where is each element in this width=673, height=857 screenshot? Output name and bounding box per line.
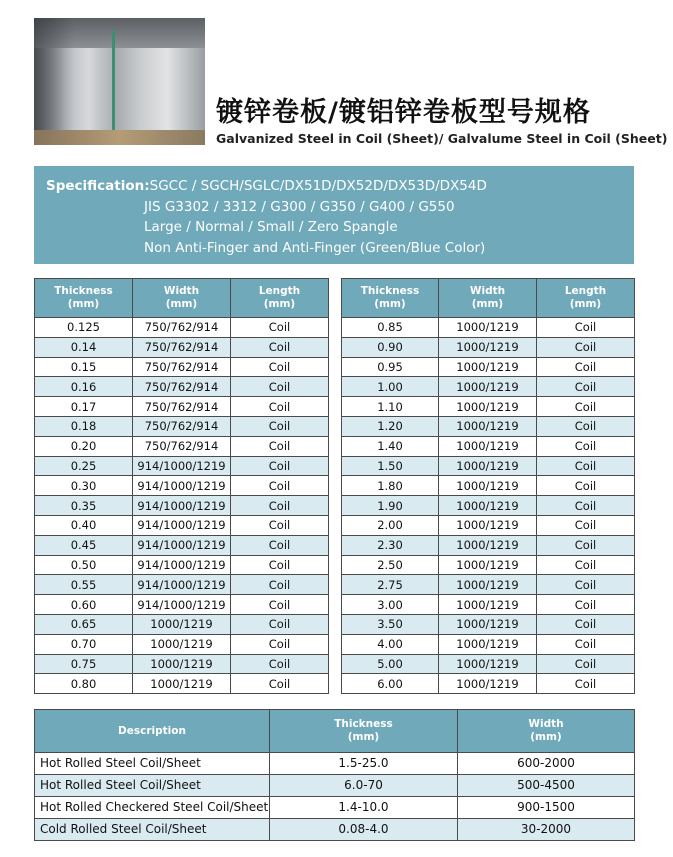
table-cell: 0.20 — [35, 436, 133, 456]
table-row — [35, 436, 329, 456]
table-cell: 1000/1219 — [439, 555, 537, 575]
table-cell: 1000/1219 — [439, 674, 537, 694]
table-cell: Hot Rolled Checkered Steel Coil/Sheet — [35, 797, 270, 819]
table-cell: Hot Rolled Steel Coil/Sheet — [35, 775, 270, 797]
table-cell: Coil — [537, 357, 635, 377]
table-cell: Coil — [231, 654, 329, 674]
table-row — [342, 496, 635, 516]
table-row — [342, 456, 635, 476]
table-header-row — [35, 279, 329, 318]
table-cell: 1000/1219 — [439, 476, 537, 496]
table-row — [35, 496, 329, 516]
column-header-width: Width (mm) — [439, 279, 537, 318]
table-cell: 900-1500 — [458, 797, 635, 819]
size-table-left — [34, 278, 329, 694]
table-cell: 0.35 — [35, 496, 133, 516]
table-cell: 0.25 — [35, 456, 133, 476]
table-cell: 750/762/914 — [133, 377, 231, 397]
table-cell: Coil — [537, 416, 635, 436]
spec-row-2 — [46, 197, 634, 218]
table-row — [35, 456, 329, 476]
table-cell: 0.40 — [35, 515, 133, 535]
table-cell: Coil — [537, 436, 635, 456]
table-cell: 0.30 — [35, 476, 133, 496]
table-cell: Coil — [231, 456, 329, 476]
table-cell: 2.30 — [342, 535, 439, 555]
table-cell: Coil — [537, 496, 635, 516]
table-cell: 1000/1219 — [439, 654, 537, 674]
column-header-width: Width (mm) — [133, 279, 231, 318]
table-row — [35, 575, 329, 595]
table-cell: 0.85 — [342, 318, 439, 338]
table-cell: 0.90 — [342, 337, 439, 357]
table-cell: Cold Rolled Steel Coil/Sheet — [35, 819, 270, 841]
table-cell: 1000/1219 — [439, 614, 537, 634]
table-row — [342, 654, 635, 674]
table-cell: 750/762/914 — [133, 337, 231, 357]
table-cell: 750/762/914 — [133, 318, 231, 338]
table-cell: 1000/1219 — [439, 634, 537, 654]
table-cell: 600-2000 — [458, 753, 635, 775]
table-cell: 0.17 — [35, 397, 133, 417]
table-cell: 750/762/914 — [133, 416, 231, 436]
table-row — [342, 575, 635, 595]
spec-label: Specification: — [46, 178, 150, 194]
table-cell: Coil — [231, 614, 329, 634]
table-row — [35, 614, 329, 634]
spec-row-4 — [46, 238, 634, 259]
table-row — [35, 535, 329, 555]
table-cell: 0.95 — [342, 357, 439, 377]
table-cell: Coil — [537, 337, 635, 357]
table-cell: Coil — [231, 535, 329, 555]
table-row — [342, 318, 635, 338]
table-cell: Coil — [537, 595, 635, 615]
table-header-row — [35, 710, 635, 753]
coil-strap-band — [112, 30, 115, 142]
table-cell: 1.4-10.0 — [270, 797, 458, 819]
table-row — [35, 397, 329, 417]
table-cell: Coil — [231, 634, 329, 654]
table-cell: 914/1000/1219 — [133, 535, 231, 555]
table-row — [35, 797, 635, 819]
coil-floor — [34, 130, 205, 145]
table-cell: Coil — [231, 595, 329, 615]
table-cell: 3.00 — [342, 595, 439, 615]
spec-line: Non Anti-Finger and Anti-Finger (Green/Blue Color) — [144, 239, 486, 256]
table-cell: 1000/1219 — [133, 654, 231, 674]
table-cell: 1000/1219 — [133, 634, 231, 654]
table-cell: Coil — [231, 575, 329, 595]
table-cell: 1000/1219 — [439, 575, 537, 595]
table-cell: 1000/1219 — [439, 515, 537, 535]
column-header-thickness: Thickness (mm) — [35, 279, 133, 318]
table-cell: 750/762/914 — [133, 357, 231, 377]
table-cell: 0.75 — [35, 654, 133, 674]
table-cell: Coil — [537, 476, 635, 496]
table-cell: 914/1000/1219 — [133, 496, 231, 516]
table-row — [342, 416, 635, 436]
table-cell: Hot Rolled Steel Coil/Sheet — [35, 753, 270, 775]
column-header-length: Length (mm) — [231, 279, 329, 318]
spec-row-3 — [46, 217, 634, 238]
table-cell: 914/1000/1219 — [133, 456, 231, 476]
table-row — [342, 515, 635, 535]
spec-row-1 — [46, 176, 634, 197]
table-cell: 3.50 — [342, 614, 439, 634]
table-cell: 914/1000/1219 — [133, 555, 231, 575]
table-cell: 1000/1219 — [439, 318, 537, 338]
table-cell: Coil — [537, 674, 635, 694]
column-header-description: Description — [35, 710, 270, 753]
table-cell: Coil — [231, 377, 329, 397]
table-row — [35, 595, 329, 615]
table-cell: Coil — [537, 397, 635, 417]
table-cell: 1.50 — [342, 456, 439, 476]
table-cell: 0.55 — [35, 575, 133, 595]
table-row — [35, 555, 329, 575]
table-row — [35, 654, 329, 674]
table-row — [35, 337, 329, 357]
table-row — [342, 555, 635, 575]
table-row — [342, 337, 635, 357]
specification-box — [34, 166, 634, 264]
table-cell: Coil — [537, 654, 635, 674]
table-row — [35, 515, 329, 535]
table-cell: 1.90 — [342, 496, 439, 516]
table-cell: Coil — [231, 337, 329, 357]
table-cell: Coil — [537, 456, 635, 476]
table-cell: 6.00 — [342, 674, 439, 694]
table-row — [35, 357, 329, 377]
column-header-length: Length (mm) — [537, 279, 635, 318]
table-header-row — [342, 279, 635, 318]
table-cell: Coil — [537, 515, 635, 535]
table-cell: Coil — [231, 416, 329, 436]
table-cell: 0.65 — [35, 614, 133, 634]
table-row — [342, 535, 635, 555]
table-cell: Coil — [537, 318, 635, 338]
table-row — [35, 775, 635, 797]
spec-line: JIS G3302 / 3312 / G300 / G350 / G400 / G550 — [144, 198, 455, 215]
table-row — [342, 634, 635, 654]
product-range-table — [34, 709, 635, 841]
table-cell: 500-4500 — [458, 775, 635, 797]
table-row — [35, 753, 635, 775]
table-cell: 914/1000/1219 — [133, 476, 231, 496]
table-cell: 1000/1219 — [439, 496, 537, 516]
table-cell: Coil — [231, 674, 329, 694]
table-row — [342, 595, 635, 615]
table-cell: Coil — [231, 496, 329, 516]
table-cell: 1000/1219 — [439, 357, 537, 377]
column-header-thickness: Thickness (mm) — [342, 279, 439, 318]
table-cell: Coil — [537, 535, 635, 555]
table-cell: Coil — [537, 555, 635, 575]
table-row — [35, 377, 329, 397]
table-cell: Coil — [231, 318, 329, 338]
table-cell: 1.80 — [342, 476, 439, 496]
table-cell: 750/762/914 — [133, 436, 231, 456]
table-row — [342, 397, 635, 417]
column-header-width: Width (mm) — [458, 710, 635, 753]
table-row — [35, 819, 635, 841]
table-cell: Coil — [231, 515, 329, 535]
page-title-chinese: 镀锌卷板/镀铝锌卷板型号规格 — [216, 97, 591, 128]
table-cell: Coil — [231, 357, 329, 377]
table-row — [35, 476, 329, 496]
table-row — [342, 476, 635, 496]
table-cell: 914/1000/1219 — [133, 515, 231, 535]
table-cell: 750/762/914 — [133, 397, 231, 417]
table-cell: Coil — [231, 397, 329, 417]
table-row — [342, 357, 635, 377]
table-cell: 30-2000 — [458, 819, 635, 841]
table-cell: 0.15 — [35, 357, 133, 377]
table-cell: Coil — [231, 555, 329, 575]
table-cell: 4.00 — [342, 634, 439, 654]
table-cell: Coil — [231, 476, 329, 496]
table-cell: Coil — [537, 614, 635, 634]
steel-coil-photo — [34, 18, 205, 145]
spec-line: Large / Normal / Small / Zero Spangle — [144, 219, 398, 235]
table-cell: 2.50 — [342, 555, 439, 575]
table-cell: 1.5-25.0 — [270, 753, 458, 775]
column-header-thickness: Thickness (mm) — [270, 710, 458, 753]
table-cell: Coil — [231, 436, 329, 456]
table-cell: 0.125 — [35, 318, 133, 338]
table-cell: Coil — [537, 634, 635, 654]
table-row — [35, 416, 329, 436]
table-cell: 0.60 — [35, 595, 133, 615]
table-cell: 0.18 — [35, 416, 133, 436]
table-cell: 1000/1219 — [439, 416, 537, 436]
table-cell: 1.40 — [342, 436, 439, 456]
table-row — [35, 634, 329, 654]
table-cell: 1000/1219 — [439, 456, 537, 476]
coil-shadow — [34, 18, 74, 145]
table-row — [35, 318, 329, 338]
table-cell: 0.08-4.0 — [270, 819, 458, 841]
table-cell: 1000/1219 — [439, 377, 537, 397]
table-cell: 1000/1219 — [439, 595, 537, 615]
table-cell: 1000/1219 — [439, 535, 537, 555]
page-title-english: Galvanized Steel in Coil (Sheet)/ Galvalume Steel in Coil (Sheet) — [216, 131, 668, 146]
size-table-right — [341, 278, 635, 694]
table-cell: 1.00 — [342, 377, 439, 397]
table-cell: 2.75 — [342, 575, 439, 595]
table-row — [342, 674, 635, 694]
table-cell: 914/1000/1219 — [133, 575, 231, 595]
table-row — [342, 436, 635, 456]
table-cell: 6.0-70 — [270, 775, 458, 797]
table-cell: 1000/1219 — [133, 614, 231, 634]
table-row — [342, 614, 635, 634]
table-cell: Coil — [537, 575, 635, 595]
table-cell: 0.50 — [35, 555, 133, 575]
spec-line: SGCC / SGCH/SGLC/DX51D/DX52D/DX53D/DX54D — [149, 178, 487, 194]
table-cell: 1.20 — [342, 416, 439, 436]
table-row — [342, 377, 635, 397]
table-cell: Coil — [537, 377, 635, 397]
table-cell: 1000/1219 — [439, 436, 537, 456]
table-cell: 0.70 — [35, 634, 133, 654]
table-cell: 0.45 — [35, 535, 133, 555]
table-cell: 914/1000/1219 — [133, 595, 231, 615]
table-cell: 1.10 — [342, 397, 439, 417]
table-cell: 1000/1219 — [439, 337, 537, 357]
table-cell: 0.14 — [35, 337, 133, 357]
table-cell: 0.16 — [35, 377, 133, 397]
table-cell: 5.00 — [342, 654, 439, 674]
table-cell: 0.80 — [35, 674, 133, 694]
table-cell: 1000/1219 — [133, 674, 231, 694]
table-cell: 2.00 — [342, 515, 439, 535]
table-row — [35, 674, 329, 694]
table-cell: 1000/1219 — [439, 397, 537, 417]
